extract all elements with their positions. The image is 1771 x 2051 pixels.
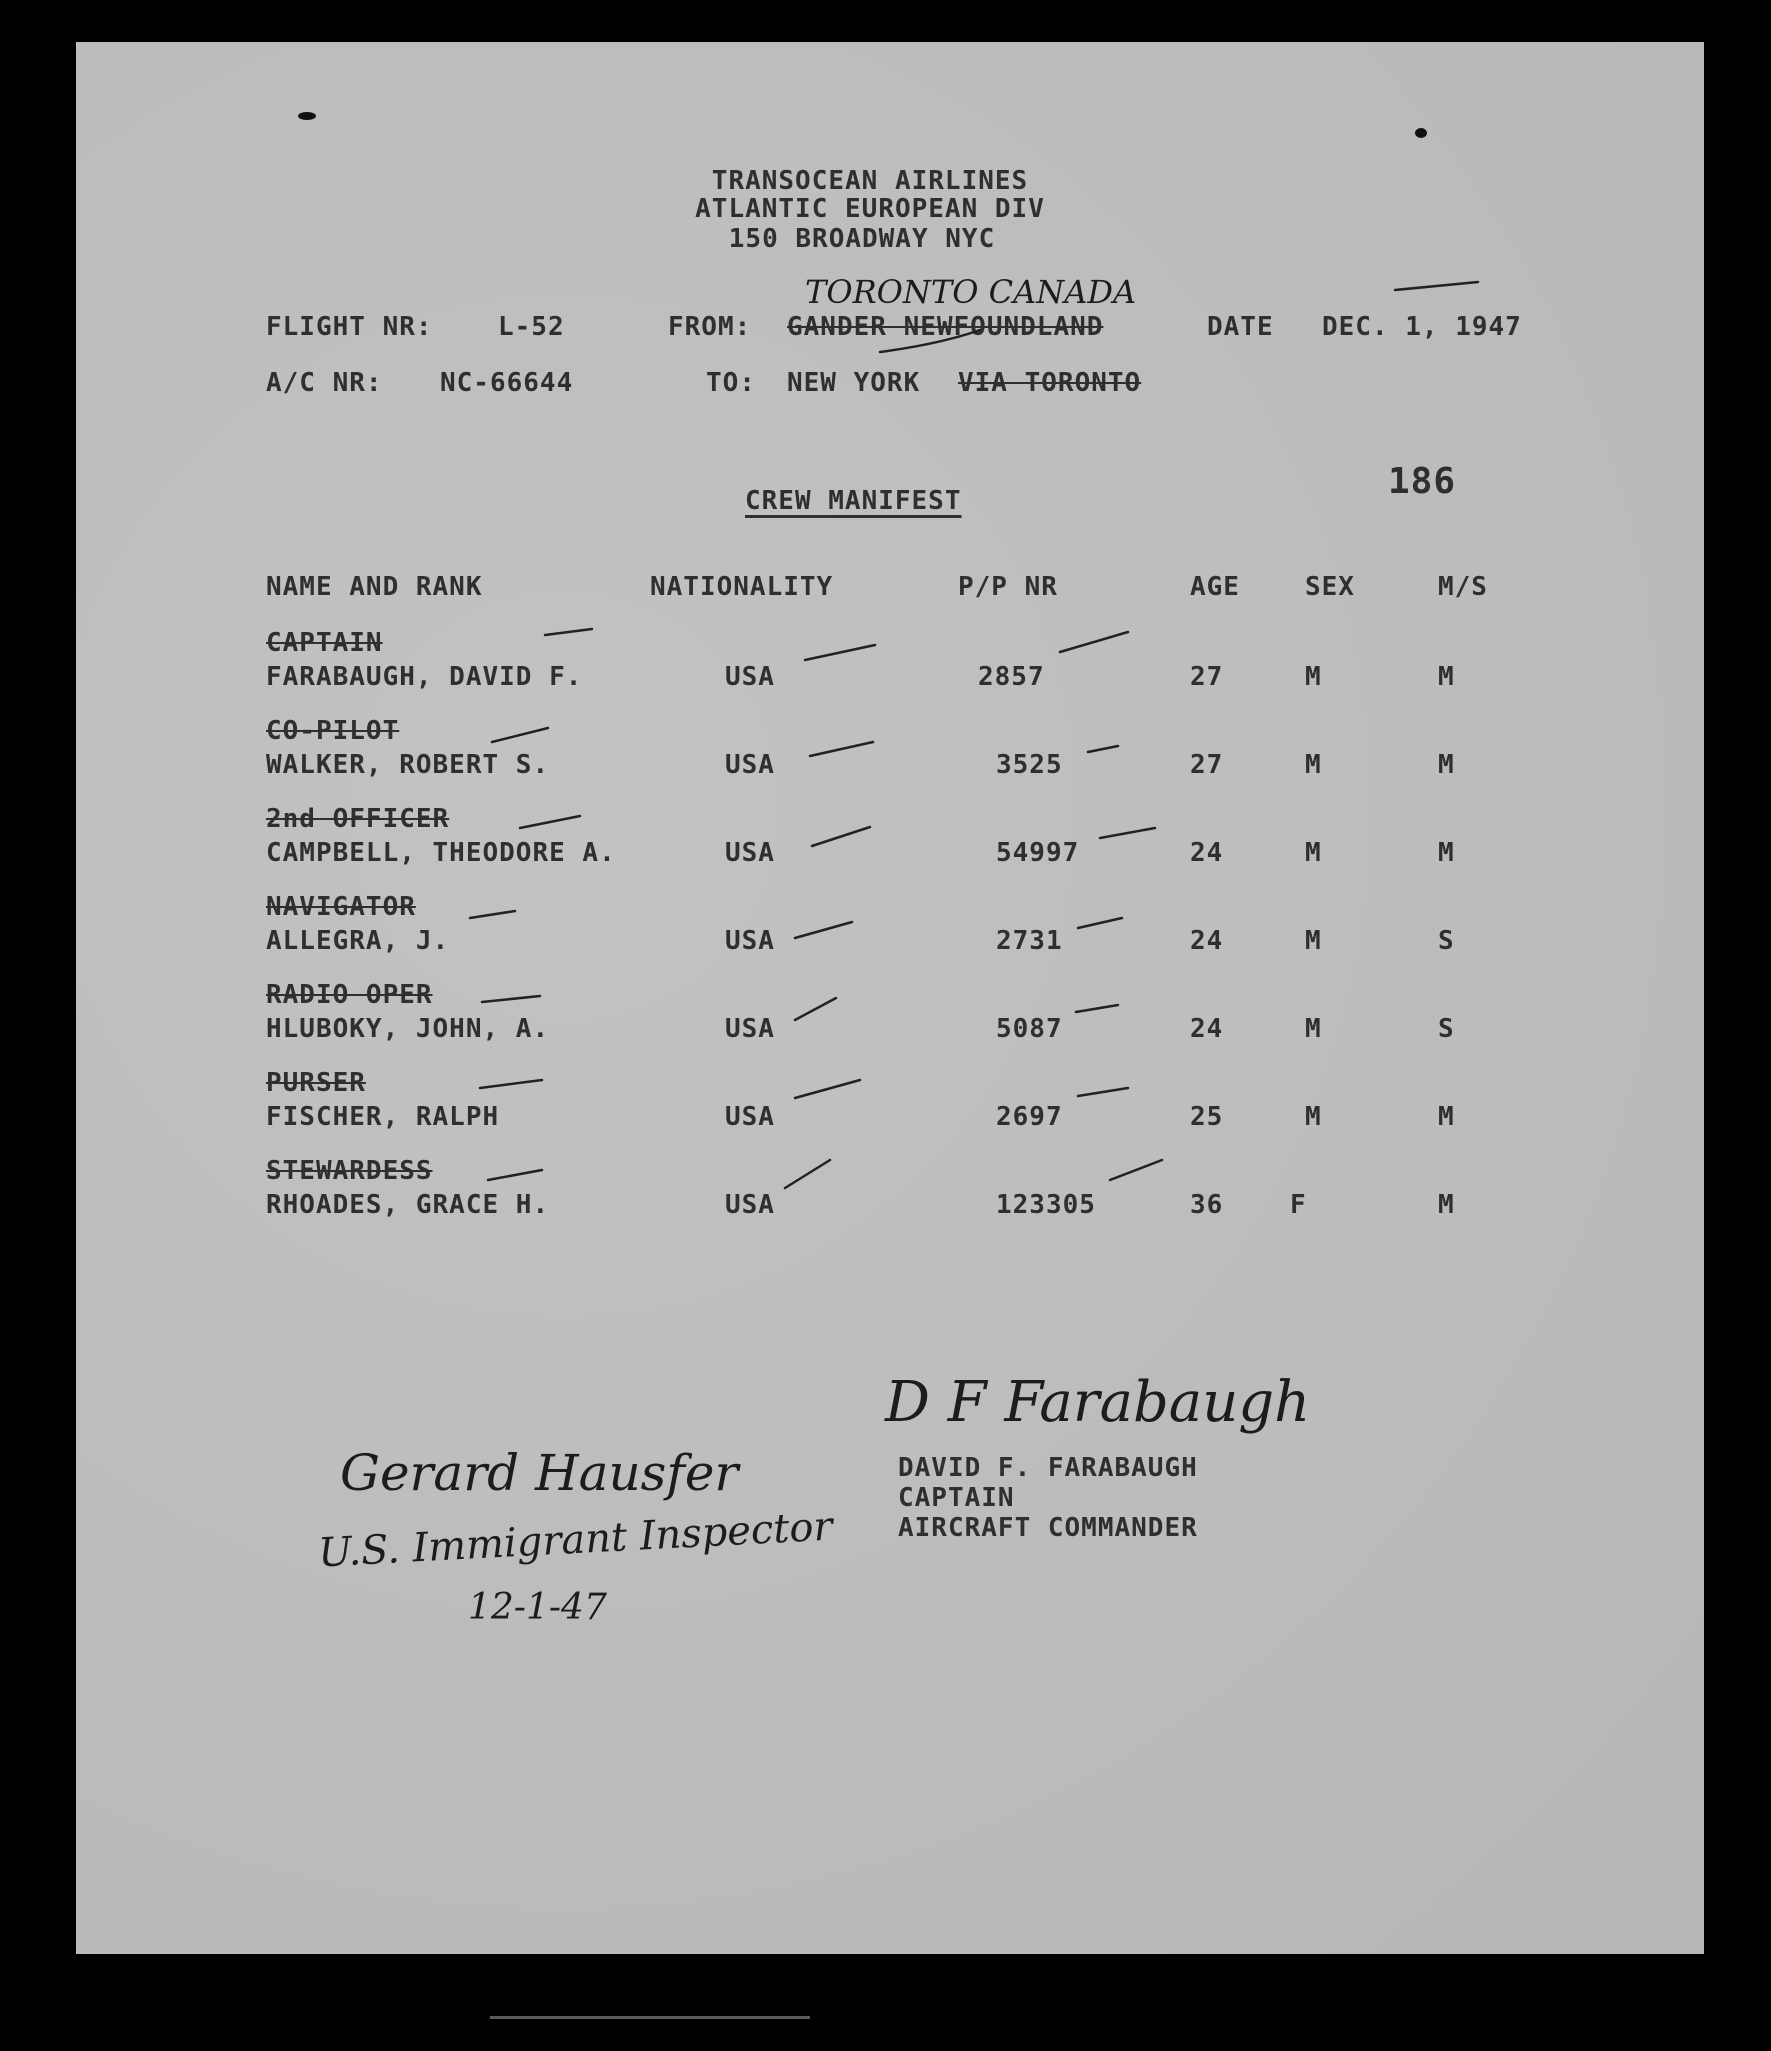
crew-marital-status: M [1438,662,1455,692]
crew-nationality: USA [725,1102,775,1132]
crew-name: FARABAUGH, DAVID F. [266,662,583,692]
inspector-title: U.S. Immigrant Inspector [317,1503,834,1577]
crew-sex: M [1305,750,1322,780]
crew-marital-status: S [1438,1014,1455,1044]
crew-name: HLUBOKY, JOHN, A. [266,1014,550,1044]
column-header-marital-status: M/S [1438,572,1488,602]
to-struck-value: VIA TORONTO [958,368,1142,398]
crew-name: CAMPBELL, THEODORE A. [266,838,616,868]
column-header-name: NAME AND RANK [266,572,483,602]
crew-age: 24 [1190,926,1224,956]
crew-marital-status: M [1438,1190,1455,1220]
column-header-sex: SEX [1305,572,1355,602]
handwritten-origin: TORONTO CANADA [805,273,1137,311]
crew-nationality: USA [725,926,775,956]
crew-name: WALKER, ROBERT S. [266,750,550,780]
crew-nationality: USA [725,662,775,692]
crew-passport: 5087 [996,1014,1063,1044]
captain-signature: D F Farabaugh [885,1370,1311,1435]
crew-nationality: USA [725,838,775,868]
crew-marital-status: M [1438,1102,1455,1132]
crew-rank: NAVIGATOR [266,892,416,922]
from-struck-value: GANDER NEWFOUNDLAND [787,312,1104,342]
header-line-1: TRANSOCEAN AIRLINES [711,166,1029,196]
crew-age: 24 [1190,838,1224,868]
crew-passport: 2731 [996,926,1063,956]
crew-marital-status: M [1438,750,1455,780]
flight-number-label: FLIGHT NR: [266,312,433,342]
crew-rank: RADIO OPER [266,980,433,1010]
to-value: NEW YORK [787,368,921,398]
crew-name: ALLEGRA, J. [266,926,450,956]
manifest-title: CREW MANIFEST [745,486,962,516]
aircraft-number-label: A/C NR: [266,368,383,398]
crew-sex: M [1305,838,1322,868]
flight-number-value: L-52 [498,312,565,342]
crew-age: 27 [1190,750,1224,780]
crew-rank: CO-PILOT [266,716,400,746]
header-line-3: 150 BROADWAY NYC [728,224,996,254]
aircraft-number-value: NC-66644 [440,368,574,398]
crew-name: FISCHER, RALPH [266,1102,500,1132]
crew-marital-status: M [1438,838,1455,868]
captain-name: DAVID F. FARABAUGH [898,1453,1198,1483]
crew-passport: 2857 [978,662,1045,692]
crew-passport: 54997 [996,838,1080,868]
captain-title-2: AIRCRAFT COMMANDER [898,1513,1198,1543]
date-value: DEC. 1, 1947 [1322,312,1522,342]
ink-speck [298,112,316,120]
crew-nationality: USA [725,1190,775,1220]
inspector-signature: Gerard Hausfer [340,1444,739,1502]
page-number: 186 [1388,461,1457,502]
column-header-nationality: NATIONALITY [650,572,834,602]
crew-age: 36 [1190,1190,1224,1220]
ink-speck [1415,128,1427,138]
column-header-passport: P/P NR [958,572,1058,602]
crew-sex: F [1290,1190,1307,1220]
from-label: FROM: [668,312,752,342]
crew-rank: CAPTAIN [266,628,383,658]
crew-sex: M [1305,662,1322,692]
crew-sex: M [1305,926,1322,956]
crew-age: 25 [1190,1102,1224,1132]
edge-scratch [490,2016,810,2019]
crew-rank: 2nd OFFICER [266,804,450,834]
crew-passport: 3525 [996,750,1063,780]
captain-title: CAPTAIN [898,1483,1015,1513]
date-label: DATE [1207,312,1274,342]
crew-nationality: USA [725,750,775,780]
crew-rank: STEWARDESS [266,1156,433,1186]
crew-nationality: USA [725,1014,775,1044]
crew-age: 24 [1190,1014,1224,1044]
crew-age: 27 [1190,662,1224,692]
column-header-age: AGE [1190,572,1240,602]
crew-sex: M [1305,1014,1322,1044]
crew-name: RHOADES, GRACE H. [266,1190,550,1220]
crew-passport: 2697 [996,1102,1063,1132]
crew-marital-status: S [1438,926,1455,956]
inspector-date: 12-1-47 [468,1587,607,1628]
crew-rank: PURSER [266,1068,366,1098]
to-label: TO: [706,368,756,398]
crew-passport: 123305 [996,1190,1096,1220]
crew-sex: M [1305,1102,1322,1132]
header-line-2: ATLANTIC EUROPEAN DIV [695,194,1045,224]
